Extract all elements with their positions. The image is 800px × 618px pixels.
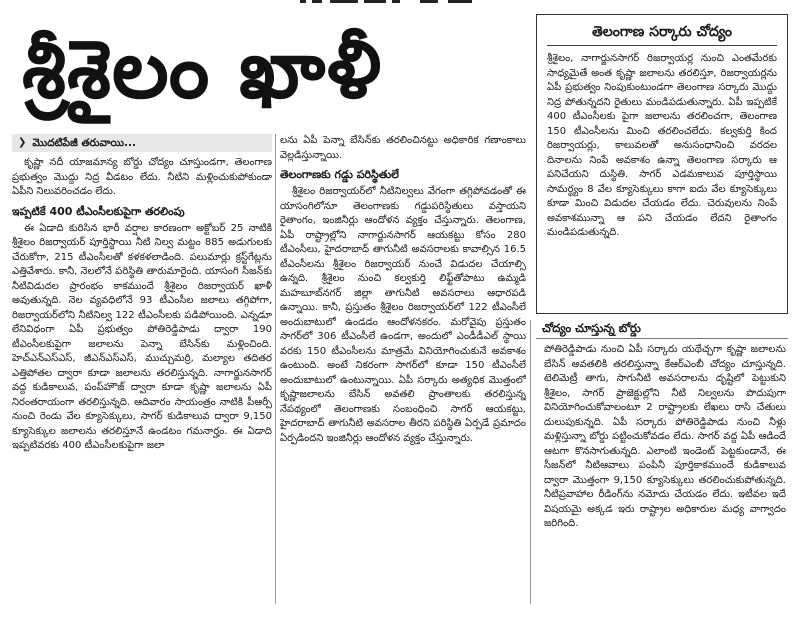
col1-paragraph-2: ఈ ఏడాది కురిసిన భారీ వర్షాల కారణంగా అక్టోబర్ 25 నాటికి శ్రీశైలం రిజర్వాయర్ పూర్తిస్థాయి నీటి నిల్వ మట్టం 885 అడుగులకు చేరుకోగా, 215 టీఎంసీలతో కళకళలాడింది. పలుమార్లు క్రస్ట్‌గేట్లను ఎత్తివేశారు. కానీ, నెలలోనే పరిస్థితి తారుమారైంది. యాసంగి సీజన్‌కు నీటివిడుదల ప్రారంభం కాకముందే శ్రీశైలం రిజర్వాయర్ ఖాళీ అవుతున్నది. నెల వ్యవధిలోనే 93 టీఎంసీల జలాలు తగ్గిపోగా, రిజర్వాయర్‌లోని నీటినిల్వ 122 టీఎంసీలకు పడిపోయింది. ఎన్నడూ లేనివిధంగా ఏపీ ప్రభుత్వం పోతిరెడ్డిపాడు ద్వారా 190 టీఎంసీలకుపైగా జలాలను పెన్నా బేసిన్‌కు మళ్లించింది. హెచ్ఎన్ఎస్ఎస్, జీఎన్ఎస్ఎస్, ముచ్చుమర్రి, మల్యాల తదితర ఎత్తిపోతల ద్వారా కూడా జలాలను తరలిస్తున్నది. నాగార్జునసాగర్ వద్ద కుడికాలువ, పంప్‌హౌజ్ ద్వారా కూడా కృష్ణా జలాలను ఏపీ నిరంతరాయంగా తరలిస్తున్నది. ఆదివారం సాయంత్రం నాటికి పీఆర్పీ నుంచి రెండు వేల క్యూసెక్కులు, సాగర్ కుడికాలువ ద్వారా 9,150 క్యూసెక్కుల జలాలను తరలిస్తూనే ఉండటం గమనార్హం. ఈ ఏడాది ఇప్పటివరకు 400 టీఎంసీలకుపైగా జలా bbox=[12, 222, 272, 451]
article-column-2 bbox=[280, 134, 526, 610]
column-divider bbox=[275, 134, 276, 604]
kicker-label: మొదటిపేజీ తరువాయి... bbox=[32, 137, 136, 149]
top-clipped-strip bbox=[0, 0, 800, 8]
sidebar-title: తెలంగాణ సర్కారు చోద్యం bbox=[547, 23, 777, 46]
chevron-right-icon: ❯ bbox=[18, 137, 27, 148]
sidebar-box bbox=[536, 14, 788, 314]
continued-kicker bbox=[12, 134, 272, 152]
col2-paragraph-2: శ్రీశైలం రిజర్వాయర్‌లో నీటినిల్వలు వేగంగా తగ్గిపోవడంతో ఈ యాసంగిలోనూ తెలంగాణకు గడ్డుపరిస్థితులు వస్తాయని రైతాంగం, ఇంజినీర్లు ఆందోళన వ్యక్తం చేస్తున్నారు. తెలంగాణ, ఏపీ రాష్ట్రాల్లోని నాగార్జునసాగర్ ఆయకట్టు కోసం 280 టీఎంసీలు, హైదరాబాద్ తాగునీటి అవసరాలకు కావాల్సిన 16.5 టీఎంసీలను శ్రీశైలం రిజర్వాయర్ నుంచే విడుదల చేయాల్సి ఉన్నది. శ్రీశైలం నుంచి కల్వకుర్తి లిఫ్ట్‌తోపాటు ఉమ్మడి మహబూబ్‌నగర్ జిల్లా తాగునీటి అవసరాలు ఆధారపడి ఉన్నాయి. కానీ, ప్రస్తుతం శ్రీశైలం రిజర్వాయర్‌లో 122 టీఎంసీలే అందుబాటులో ఉండడం ఆందోళనకరం. మరోవైపు ప్రస్తుతం సాగర్‌లో 306 టీఎంసీలే ఉండగా, అందులో ఎండీడీఎల్ స్థాయి వరకు 150 టీఎంసీలను మాత్రమే వినియోగించుకునే అవకాశం ఉంటుంది. అంటే నికరంగా సాగర్‌లో కూడా 150 టీఎంసీలే అందుబాటులో ఉంటున్నాయి. ఏపీ సర్కారు అత్యధిక మొత్తంలో కృష్ణాజలాలను బేసిన్ అవతలి ప్రాంతాలకు తరలిస్తున్న నేపథ్యంలో తెలంగాణకు సంబంధించి సాగర్ ఆయకట్టు, హైదరాబాద్ తాగునీటి అవసరాల తీరని పరిస్థితి ఏర్పడే ప్రమాదం ఏర్పడిందని ఇంజినీర్లు ఆందోళన వ్యక్తం చేస్తున్నారు. bbox=[280, 186, 526, 444]
board-sidebox bbox=[536, 320, 788, 610]
col2-subheading: తెలంగాణకు గడ్డు పరిస్థితులే bbox=[280, 168, 399, 181]
sidebox-heading: చోద్యం చూస్తున్న బోర్డు bbox=[536, 320, 788, 339]
col2-paragraph-1: లను ఏపీ పెన్నా బేసిన్‌కు తరలించినట్టు అధికారిక గణాంకాలు వెల్లడిస్తున్నాయి. bbox=[280, 135, 526, 161]
sidebox-body: పోతిరెడ్డిపాడు నుంచి ఏపీ సర్కారు యథేచ్ఛగా కృష్ణా జలాలను బేసిన్ అవతలికి తరలిస్తున్నా కేఆర్ఎంబీ చోద్యం చూస్తున్నది. టెలిమెట్రీ తాగు, సాగునీటి అవసరాలను దృష్టిలో పెట్టుకుని శ్రీశైలం, సాగర్ ప్రాజెక్టుల్లోని నీటి నిల్వలను పొదుపుగా వినియోగించుకోవాలంటూ 2 రాష్ట్రాలకు లేఖలు రాసి చేతులు దులుపుకున్నది. ఏపీ సర్కారు పోతిరెడ్డిపాడు నుంచి నీళ్లు మళ్లిస్తున్నా బోర్డు పట్టించుకోవడం లేదు. సాగర్ వద్ద ఏపీ ఆడిందే ఆటగా కొనసాగుతున్నది. ఎలాంటి ఇండెంట్ పెట్టకుండానే, ఈ సీజన్‌లో నీటిఆవాలు పంపినీ పూర్తికాకముందే కుడికాలువ ద్వారా మొత్తంగా 9,150 క్యూసెక్కులు తరలించుకుపోతున్నది. నీటిప్రవాహాల రీడింగ్‌ను నమోదు చేయడం లేదు. ఇటీవల ఇదే విషయమై అక్కడ ఇరు రాష్ట్రాల అధికారుల మధ్య వాగ్వాదం జరిగింది. bbox=[544, 344, 786, 529]
column-divider bbox=[530, 320, 531, 604]
headline: శ్రీశైలం ఖాళీ bbox=[22, 23, 383, 116]
col1-subheading: ఇప్పటికే 400 టీఎంసీలకుపైగా తరలింపు bbox=[12, 204, 185, 218]
sidebar-body: శ్రీశైలం, నాగార్జునసాగర్ రిజర్వాయర్ల నుంచి ఎంతమేరకు సాధ్యమైతే అంత కృష్ణా జలాలను తరలిస్తూ, రిజర్వాయర్లను ఏపీ ప్రభుత్వం నింపుకుంటుండగా తెలంగాణ సర్కారు మొద్దు నిద్ర పోతున్నదని రైతులు మండిపడుతున్నారు. ఏపీ ఇప్పటికే 400 టీఎంసీలకు పైగా జలాలను తరలించగా, తెలంగాణ 150 టీఎంసీలను మించి తరలించలేదు. కల్వకుర్తి కింద రిజర్వాయర్లు, కాలువలతో అనుసంధానించి వరదల దినాలను నింపే అవకాశం ఉన్నా తెలంగాణ సర్కారు ఆ పనిచేయని దుస్థితి. సాగర్ ఎడమకాలువ పూర్తిస్థాయి సామర్థ్యం 8 వేల క్యూసెక్కులు కాగా ఐదు వేల క్యూసెక్కులు కూడా మించి విడుదల చేయడం లేదు. చెరువులను నింపే అవకాశమున్నా ఆ పని చేయడం లేదని రైతాంగం మండిపడుతున్నది. bbox=[547, 53, 777, 238]
col1-paragraph-1: కృష్ణా నదీ యాజమాన్య బోర్డు చోద్యం చూస్తుండగా, తెలంగాణ ప్రభుత్వం మొద్దు నిద్ర వీడటం లేదు. నీటిని మళ్లించుకుపోకుండా ఏపీని నిలువరించడం లేదు. bbox=[12, 157, 272, 197]
article-column-1 bbox=[12, 134, 272, 610]
